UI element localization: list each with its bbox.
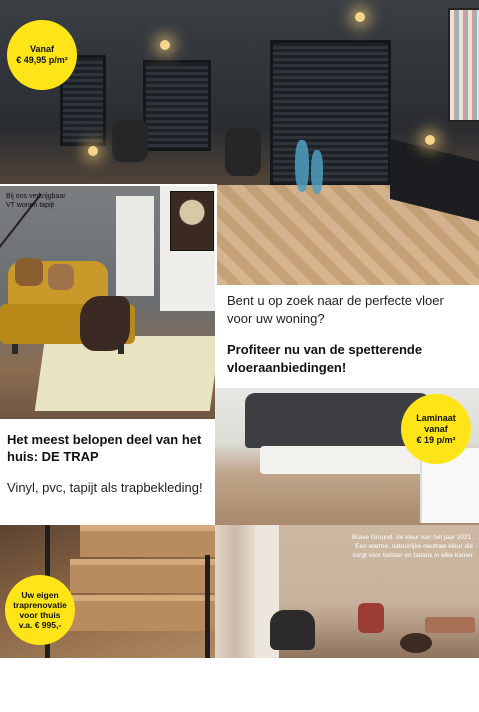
price-badge-vanaf [7,20,77,90]
badge-line: Uw eigen [21,590,59,600]
caption-line: zorgt voor bolster en balans in elke kamer [352,552,473,559]
badge-price: € 19 p/m² [416,434,456,445]
badge-price: € 49,95 p/m² [16,55,68,65]
pillow [15,258,43,286]
stair-step [70,559,215,593]
blanket-throw [80,296,130,351]
caption-line: Bij ons verkrijgbaar [6,193,66,200]
badge-line: Vanaf [29,44,54,54]
vt-wonen-rug [35,336,217,411]
stair-body: Vinyl, pvc, tapijt als trapbekleding! [7,480,203,495]
caption-line: Brave Ground, de kleur van het jaar 2021. [351,534,473,541]
ceiling-light [355,12,365,22]
intro-question: Bent u op zoek naar de perfecte vloer voor uw woning? [227,293,444,326]
armchair-right [225,128,261,176]
wall-painting [170,191,214,251]
vase-blue-2 [311,150,323,194]
stair-rail [205,555,210,658]
badge-line: traprenovatie [13,600,67,610]
doorway [116,196,154,296]
sofa-photo [0,184,217,421]
side-table [400,633,432,653]
stair-step [80,525,215,557]
wall-art [448,8,479,122]
table-lamp [88,146,98,156]
caption-line: Een warme, natuurlijke neutrale kleur die [355,543,473,550]
wall-lamp-1 [160,40,170,50]
badge-line: Laminaat [416,412,456,423]
price-badge-laminaat [401,394,471,464]
intro-cta: Profiteer nu van de spetterende vloeraanbiedingen! [227,342,423,375]
stair-step [60,595,215,631]
sofa-leg [12,344,18,354]
window-blinds-center [143,60,211,151]
price-badge-traprenovatie [5,575,75,645]
brave-ground-photo [215,525,479,658]
pillow [48,264,74,290]
window-blinds-right [270,40,391,186]
armchair-left [112,120,148,162]
rug-caption [6,192,66,210]
bench [425,617,475,633]
brave-ground-caption [295,533,473,560]
stair-heading: Het meest belopen deel van het huis: DE TRAP [7,432,202,464]
sofa-leg [118,344,124,354]
patterned-chair [358,603,384,633]
intro-copy-block [215,285,479,388]
gold-ornament [425,135,435,145]
badge-price: v.a. € 995,- [18,620,62,630]
black-armchair [270,610,315,650]
stair-copy-block [0,419,215,525]
caption-line: VT wonen tapijt [6,202,55,209]
curtain [215,525,255,658]
badge-line: vanaf [424,423,448,434]
badge-line: voor thuis [19,610,61,620]
vase-blue-1 [295,140,309,192]
